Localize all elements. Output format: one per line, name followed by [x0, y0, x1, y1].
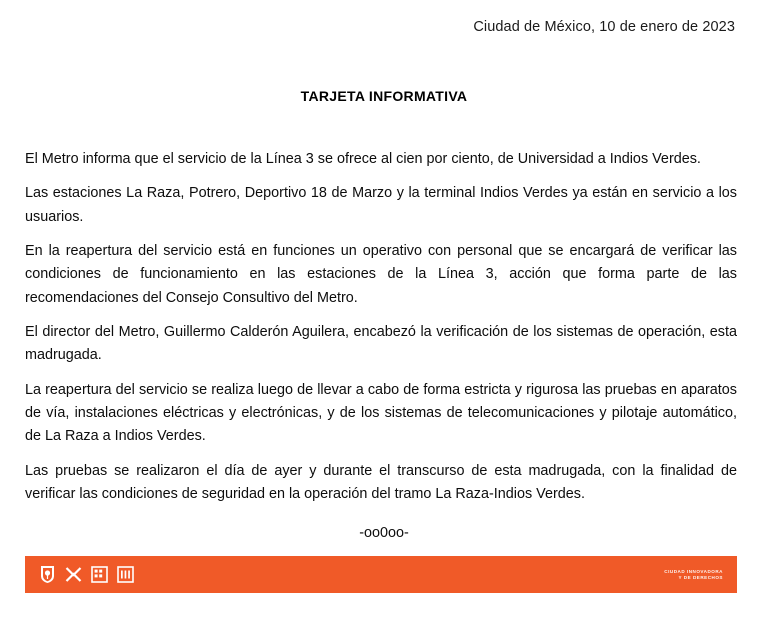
coat-of-arms-icon: [39, 565, 56, 584]
footer-icon-group: [39, 565, 134, 584]
paragraph: En la reapertura del servicio está en funciones un operativo con personal que se encargará de verificar las condiciones de funcionamiento en las estaciones de la Línea 3, acción que forma parte de las recomendaciones del Consejo Consultivo del Metro.: [25, 242, 737, 306]
paragraph: El Metro informa que el servicio de la Línea 3 se ofrece al cien por ciento, de Universidad a Indios Verdes.: [25, 151, 701, 167]
closing-mark: -oo0oo-: [359, 525, 409, 541]
metro-logo-icon: [117, 565, 134, 584]
footer-bar: [25, 556, 737, 593]
page-title: TARJETA INFORMATIVA: [300, 88, 468, 104]
grid-pattern-icon: [91, 565, 108, 584]
document-body: [25, 148, 737, 506]
footer-brand: [664, 569, 723, 579]
paragraph: El director del Metro, Guillermo Calderón Aguilera, encabezó la verificación de los sistemas de operación, esta madrugada.: [25, 323, 737, 364]
paragraph: Las estaciones La Raza, Potrero, Deportivo 18 de Marzo y la terminal Indios Verdes ya están en servicio a los usuarios.: [25, 185, 737, 225]
footer-brand-line-1: CIUDAD INNOVADORA: [664, 569, 723, 575]
document-date: Ciudad de México, 10 de enero de 2023: [473, 19, 735, 35]
footer-brand-line-2: Y DE DERECHOS: [678, 574, 723, 580]
cdmx-logo-icon: [65, 565, 82, 584]
paragraph: Las pruebas se realizaron el día de ayer y durante el transcurso de esta madrugada, con la finalidad de verificar las condiciones de seguridad en la operación del tramo La Raza-Indios Verdes.: [25, 462, 737, 502]
paragraph: La reapertura del servicio se realiza luego de llevar a cabo de forma estricta y rigurosa las pruebas en aparatos de vía, instalaciones eléctricas y electrónicas, y de los sistemas de telecomunicaciones y pilotaje automático, de La Raza a Indios Verdes.: [25, 381, 737, 445]
